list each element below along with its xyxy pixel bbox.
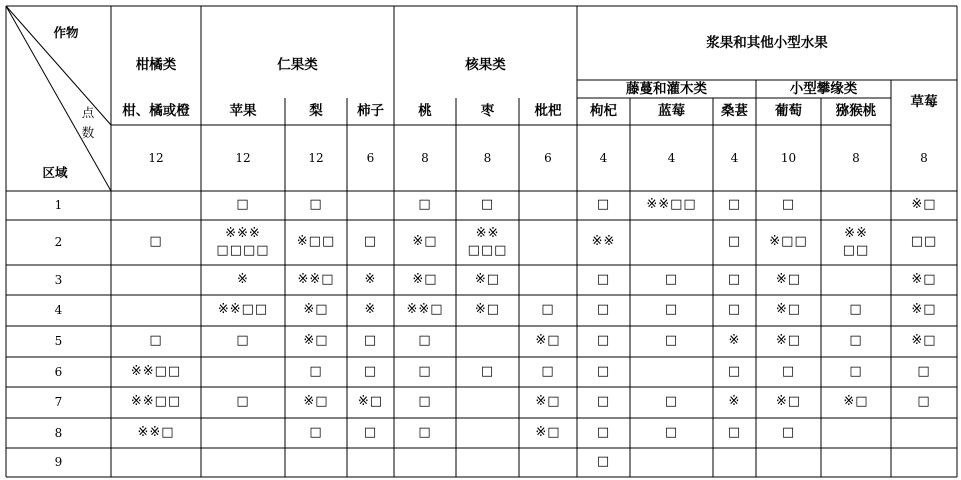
table-cell: □ <box>363 234 378 250</box>
table-cell <box>630 357 713 387</box>
table-cell <box>821 448 891 477</box>
crop-header: 草莓 <box>910 94 938 111</box>
corner-label-points: 点 <box>81 105 95 121</box>
table-cell: □ <box>309 424 323 440</box>
table-cell: ※ <box>364 271 377 287</box>
table-cell: □ <box>541 363 555 379</box>
region-label: 1 <box>54 198 63 212</box>
table-cell: □ <box>664 424 679 440</box>
table-cell: ※□ <box>911 302 937 318</box>
table-cell: ※ <box>237 271 249 287</box>
table-cell <box>285 448 347 477</box>
table-cell <box>821 418 891 448</box>
table-cell <box>821 265 891 295</box>
table-cell <box>891 448 957 477</box>
table-cell: ※□□ <box>296 234 336 250</box>
crop-header: 葡萄 <box>775 103 802 120</box>
table-cell: □ <box>917 363 931 379</box>
table-cell: □□ <box>910 234 938 250</box>
table-cell: □ <box>727 363 742 379</box>
corner-label-crop: 作物 <box>53 25 79 41</box>
table-cell: ※□□ <box>769 234 808 250</box>
table-cell: □ <box>664 394 679 410</box>
points-value: 10 <box>780 150 797 165</box>
region-label: 8 <box>54 425 63 440</box>
region-label: 7 <box>54 395 63 409</box>
table-cell: □ <box>664 271 679 287</box>
table-cell: □ <box>781 197 796 213</box>
points-value: 8 <box>920 150 928 165</box>
table-cell <box>519 448 577 477</box>
table-cell: □ <box>727 302 742 318</box>
table-cell <box>519 220 577 265</box>
points-value: 8 <box>483 150 492 165</box>
table-cell <box>519 265 577 295</box>
table-cell: □ <box>596 424 611 440</box>
region-label: 3 <box>54 272 63 287</box>
table-cell: □ <box>363 363 378 379</box>
table-cell: ※□ <box>535 394 561 410</box>
table-cell <box>111 265 201 295</box>
table-cell: ※※□□ <box>646 197 697 213</box>
table-cell: □ <box>236 333 250 349</box>
table-cell: ※□ <box>474 271 501 287</box>
table-cell: ※□ <box>535 424 561 440</box>
table-cell: ※※□ <box>297 271 335 287</box>
table-cell: □ <box>596 454 611 470</box>
table-cell: □ <box>917 394 931 410</box>
table-cell <box>456 387 519 418</box>
table-cell: ※ <box>728 333 741 349</box>
table-cell <box>519 191 577 220</box>
table-cell: □ <box>149 333 163 349</box>
crop-header: 猕猴桃 <box>835 103 877 120</box>
table-cell: □ <box>727 234 742 250</box>
table-cell: □ <box>727 197 742 213</box>
table-cell: □ <box>418 197 432 213</box>
group-header: 核果类 <box>465 57 506 74</box>
crop-header: 枇杷 <box>534 103 562 120</box>
table-cell: ※□ <box>303 302 329 318</box>
table-cell: ※□ <box>911 271 937 287</box>
table-cell: □ <box>236 197 250 213</box>
table-cell: ※※□□ <box>130 363 182 379</box>
table-cell: □ <box>849 333 863 349</box>
table-cell <box>456 418 519 448</box>
subgroup-header: 小型攀缘类 <box>789 80 858 97</box>
region-label: 5 <box>54 334 63 348</box>
points-value: 4 <box>599 150 608 165</box>
table-cell: □ <box>727 424 742 440</box>
table-cell: □ <box>849 302 863 318</box>
table-cell: ※※ □□□ <box>467 225 508 258</box>
crop-header: 梨 <box>309 103 323 120</box>
group-header: 柑橘类 <box>135 57 177 74</box>
crop-header: 苹果 <box>229 103 257 120</box>
table-cell: ※□ <box>775 333 802 349</box>
table-cell: □ <box>149 234 163 250</box>
crop-header: 蓝莓 <box>658 103 685 120</box>
table-cell: ※□ <box>775 394 802 410</box>
table-cell: □ <box>596 394 611 410</box>
table-cell <box>111 295 201 326</box>
table-cell <box>756 448 821 477</box>
table-cell <box>201 357 285 387</box>
table-cell: ※□ <box>911 333 937 349</box>
table-cell: ※※□ <box>406 302 444 318</box>
group-header: 仁果类 <box>277 57 318 74</box>
table-cell: □ <box>781 424 796 440</box>
table-cell: ※※□ <box>137 424 175 440</box>
table-cell <box>394 448 456 477</box>
points-value: 4 <box>730 150 739 165</box>
points-value: 8 <box>421 150 429 165</box>
subgroup-header: 藤蔓和灌木类 <box>626 80 707 97</box>
points-value: 12 <box>308 150 324 165</box>
region-label: 6 <box>54 364 63 379</box>
points-value: 6 <box>544 150 552 165</box>
crop-header: 柿子 <box>357 103 384 120</box>
table-cell: ※□ <box>412 271 438 287</box>
table-cell: □ <box>309 197 323 213</box>
table-cell <box>111 191 201 220</box>
crop-header: 柑、橘或橙 <box>122 103 190 120</box>
crop-header: 枸杞 <box>590 103 617 120</box>
corner-label-count: 数 <box>81 125 95 141</box>
table-cell: ※□ <box>303 394 329 410</box>
table-cell: ※□ <box>474 302 501 318</box>
table-cell: ※※□□ <box>130 394 182 410</box>
table-cell: □ <box>363 333 378 349</box>
table-cell: ※※ □□ <box>842 225 870 258</box>
points-value: 12 <box>235 150 251 165</box>
table-cell: □ <box>480 363 495 379</box>
table-cell: □ <box>596 271 611 287</box>
table-cell <box>111 448 201 477</box>
table-cell: ※※ <box>591 234 616 250</box>
table-cell <box>456 326 519 357</box>
table-cell: □ <box>664 333 679 349</box>
table-cell <box>630 220 713 265</box>
table-cell: ※※□□ <box>217 302 269 318</box>
crop-header: 桑葚 <box>721 103 748 120</box>
region-label: 4 <box>54 303 63 317</box>
table-cell: ※□ <box>775 271 802 287</box>
crop-header: 枣 <box>480 103 495 120</box>
table-cell: □ <box>418 424 432 440</box>
table-cell: ※ <box>364 302 377 318</box>
table-cell: ※ <box>728 394 741 410</box>
table-cell: □ <box>596 333 611 349</box>
table-cell: □ <box>236 394 250 410</box>
table-cell <box>456 448 519 477</box>
table-cell: ※※※ □□□□ <box>216 225 270 258</box>
table-cell: □ <box>596 363 611 379</box>
table-cell: □ <box>541 302 555 318</box>
group-header: 浆果和其他小型水果 <box>706 34 828 51</box>
table-cell: ※□ <box>303 333 329 349</box>
table-cell: ※□ <box>535 333 561 349</box>
table-cell: □ <box>849 363 863 379</box>
crop-header: 桃 <box>418 103 432 120</box>
points-value: 12 <box>148 150 164 165</box>
table-cell: □ <box>480 197 495 213</box>
table-cell <box>201 418 285 448</box>
table-cell: ※□ <box>412 234 438 250</box>
points-value: 8 <box>852 150 860 165</box>
table-cell: □ <box>418 363 432 379</box>
table-cell: ※□ <box>775 302 802 318</box>
table-cell <box>891 418 957 448</box>
table-cell <box>347 191 394 220</box>
region-label: 2 <box>54 235 63 249</box>
table-cell <box>347 448 394 477</box>
table-cell: ※□ <box>911 197 937 213</box>
table-cell: □ <box>309 363 323 379</box>
table-cell <box>201 448 285 477</box>
table-cell: □ <box>363 424 378 440</box>
points-value: 4 <box>667 150 676 165</box>
corner-label-region: 区域 <box>42 165 68 181</box>
region-label: 9 <box>54 455 63 469</box>
points-value: 6 <box>366 150 375 165</box>
table-cell: ※□ <box>843 394 869 410</box>
table-cell: □ <box>727 271 742 287</box>
table-cell <box>713 448 756 477</box>
table-cell: □ <box>596 197 611 213</box>
table-cell <box>821 191 891 220</box>
table-cell: □ <box>596 302 611 318</box>
table-cell: □ <box>664 302 679 318</box>
table-cell: □ <box>781 363 796 379</box>
table-cell: □ <box>418 394 432 410</box>
table-cell: □ <box>418 333 432 349</box>
table-cell <box>630 448 713 477</box>
table-cell: ※□ <box>357 394 384 410</box>
